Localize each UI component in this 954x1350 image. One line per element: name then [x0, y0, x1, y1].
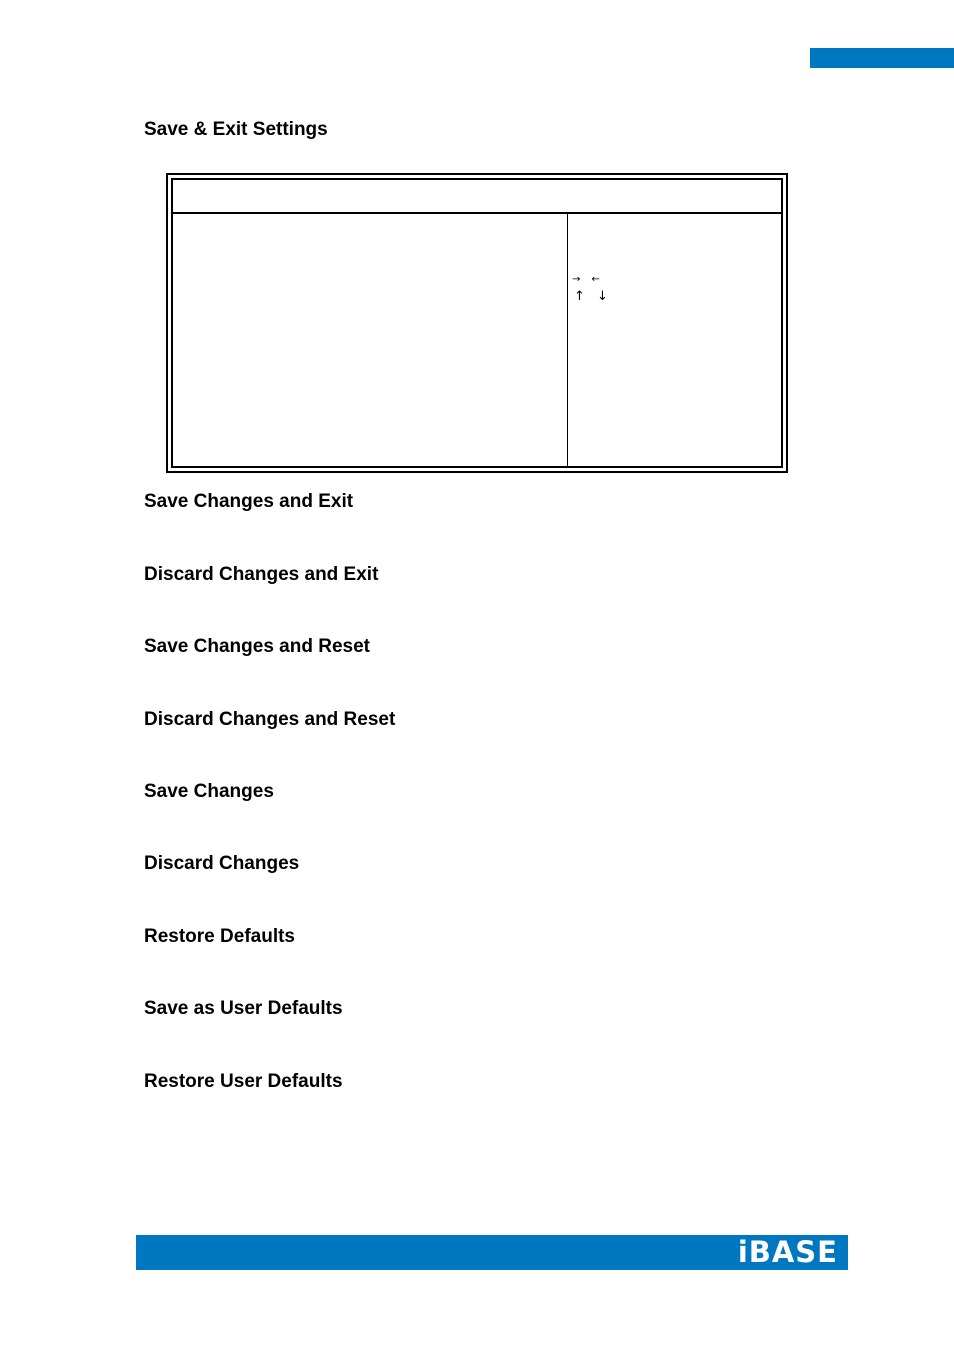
bios-help-panel — [568, 214, 781, 466]
bios-screen-inner — [171, 178, 783, 468]
item-save-as-user-defaults: Save as User Defaults — [144, 998, 343, 1019]
item-restore-user-defaults: Restore User Defaults — [144, 1071, 343, 1092]
item-discard-changes-and-exit: Discard Changes and Exit — [144, 564, 379, 585]
item-save-changes: Save Changes — [144, 781, 274, 802]
item-save-changes-and-reset: Save Changes and Reset — [144, 636, 370, 657]
bios-options-panel — [173, 214, 568, 466]
item-save-changes-and-exit: Save Changes and Exit — [144, 491, 354, 512]
header-accent-tab — [810, 48, 954, 68]
left-right-arrows-icon: → ← — [572, 274, 604, 285]
item-discard-changes-and-reset: Discard Changes and Reset — [144, 709, 396, 730]
item-discard-changes: Discard Changes — [144, 853, 300, 874]
bios-header-bar — [173, 180, 781, 214]
item-restore-defaults: Restore Defaults — [144, 926, 295, 947]
footer-bar — [136, 1235, 848, 1270]
section-title: Save & Exit Settings — [144, 119, 328, 140]
ibase-logo: iBASE — [737, 1235, 838, 1269]
up-down-arrows-icon: ↑ ↓ — [574, 289, 612, 304]
bios-screen-frame — [166, 173, 788, 473]
